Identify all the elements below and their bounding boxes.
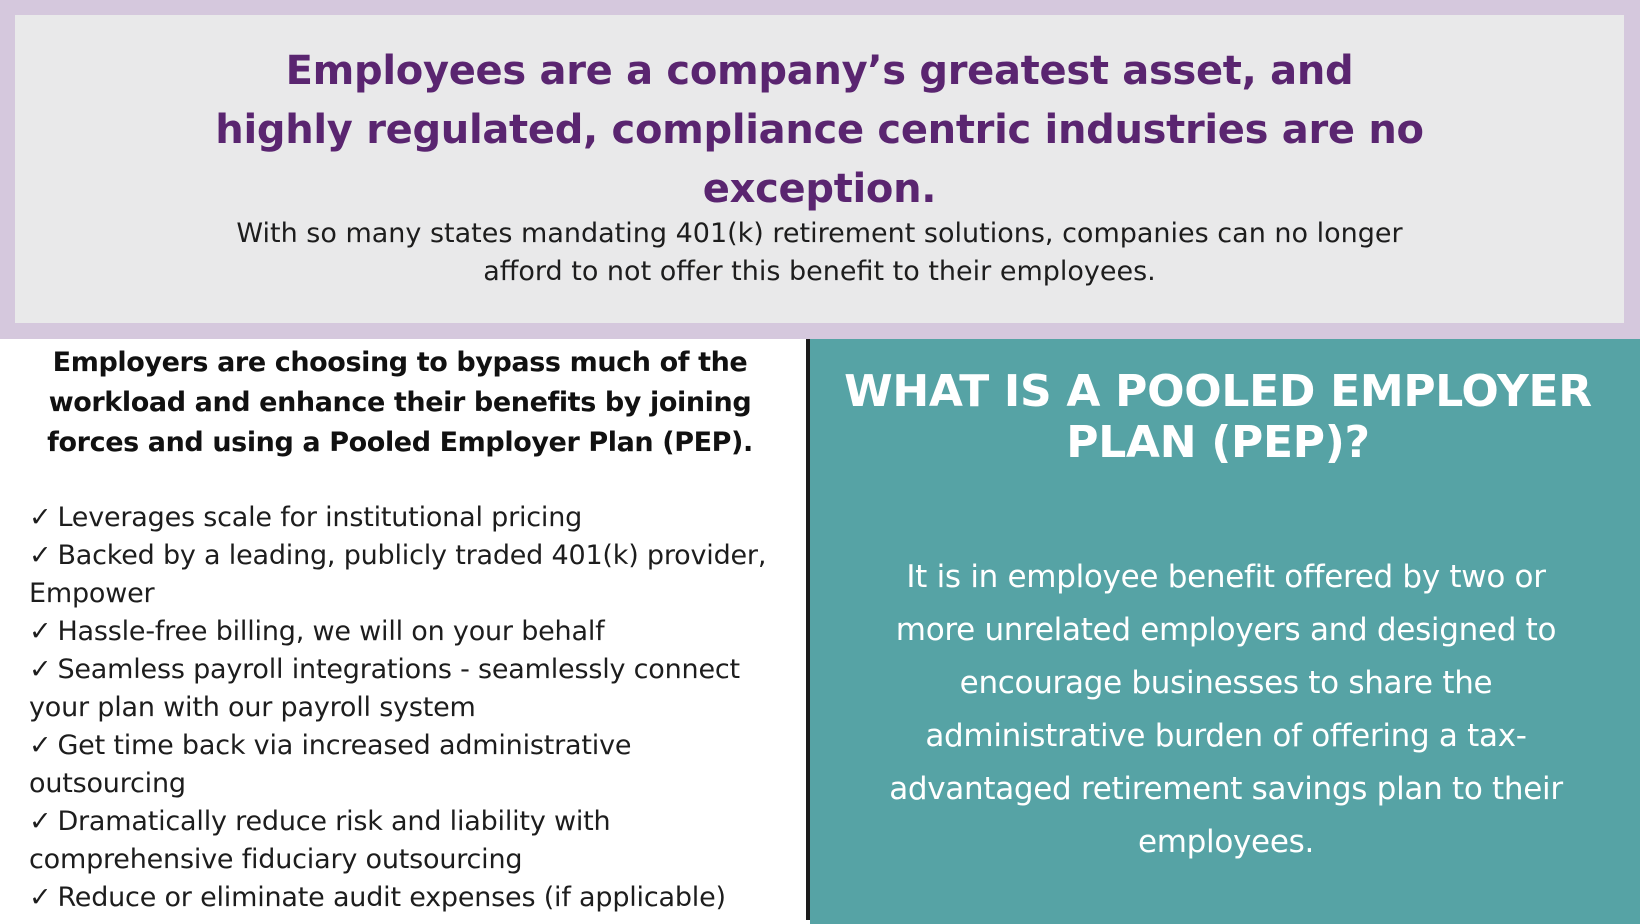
benefit-text: Dramatically reduce risk and liability with comprehensive fiduciary outsourcing [29, 806, 611, 875]
pep-definition-text: It is in employee benefit offered by two or more unrelated employers and designed to encourage businesses to share the administrative burden of offering a tax-advantaged retirement savings plan to their employees. [889, 559, 1563, 860]
top-banner [0, 0, 1640, 339]
benefit-text: Backed by a leading, publicly traded 401(k) provider, Empower [29, 540, 767, 609]
benefit-text: Leverages scale for institutional pricing [57, 502, 583, 533]
benefits-heading: Employers are choosing to bypass much of the workload and enhance their benefits by joining forces and using a Pooled Employer Plan (PEP). [47, 347, 753, 458]
benefit-item [29, 499, 789, 537]
pep-definition-panel [810, 339, 1640, 924]
check-icon: ✓ [29, 540, 52, 571]
check-icon: ✓ [29, 616, 52, 647]
benefits-column [0, 339, 806, 924]
benefit-item [29, 651, 789, 727]
benefit-text: Reduce or eliminate audit expenses (if applicable) [57, 882, 726, 913]
check-icon: ✓ [29, 654, 52, 685]
intro-text: With so many states mandating 401(k) retirement solutions, companies can no longer afford to not offer this benefit to their employees. [236, 218, 1403, 287]
check-icon: ✓ [29, 882, 52, 913]
benefit-item [29, 803, 789, 879]
benefit-text: Seamless payroll integrations - seamlessly connect your plan with our payroll system [29, 654, 740, 723]
benefit-text: Hassle-free billing, we will on your behalf [57, 616, 605, 647]
check-icon: ✓ [29, 806, 52, 837]
benefit-text: Get time back via increased administrative outsourcing [29, 730, 632, 799]
page-headline: Employees are a company’s greatest asset, and highly regulated, compliance centric industries are no exception. [215, 48, 1424, 212]
benefit-item [29, 613, 789, 651]
pep-heading: WHAT IS A POOLED EMPLOYER PLAN (PEP)? [844, 366, 1592, 468]
benefit-item [29, 879, 789, 917]
benefit-item [29, 537, 789, 613]
top-panel [15, 15, 1624, 323]
benefit-item [29, 727, 789, 803]
check-icon: ✓ [29, 502, 52, 533]
check-icon: ✓ [29, 730, 52, 761]
benefits-list [29, 499, 789, 917]
